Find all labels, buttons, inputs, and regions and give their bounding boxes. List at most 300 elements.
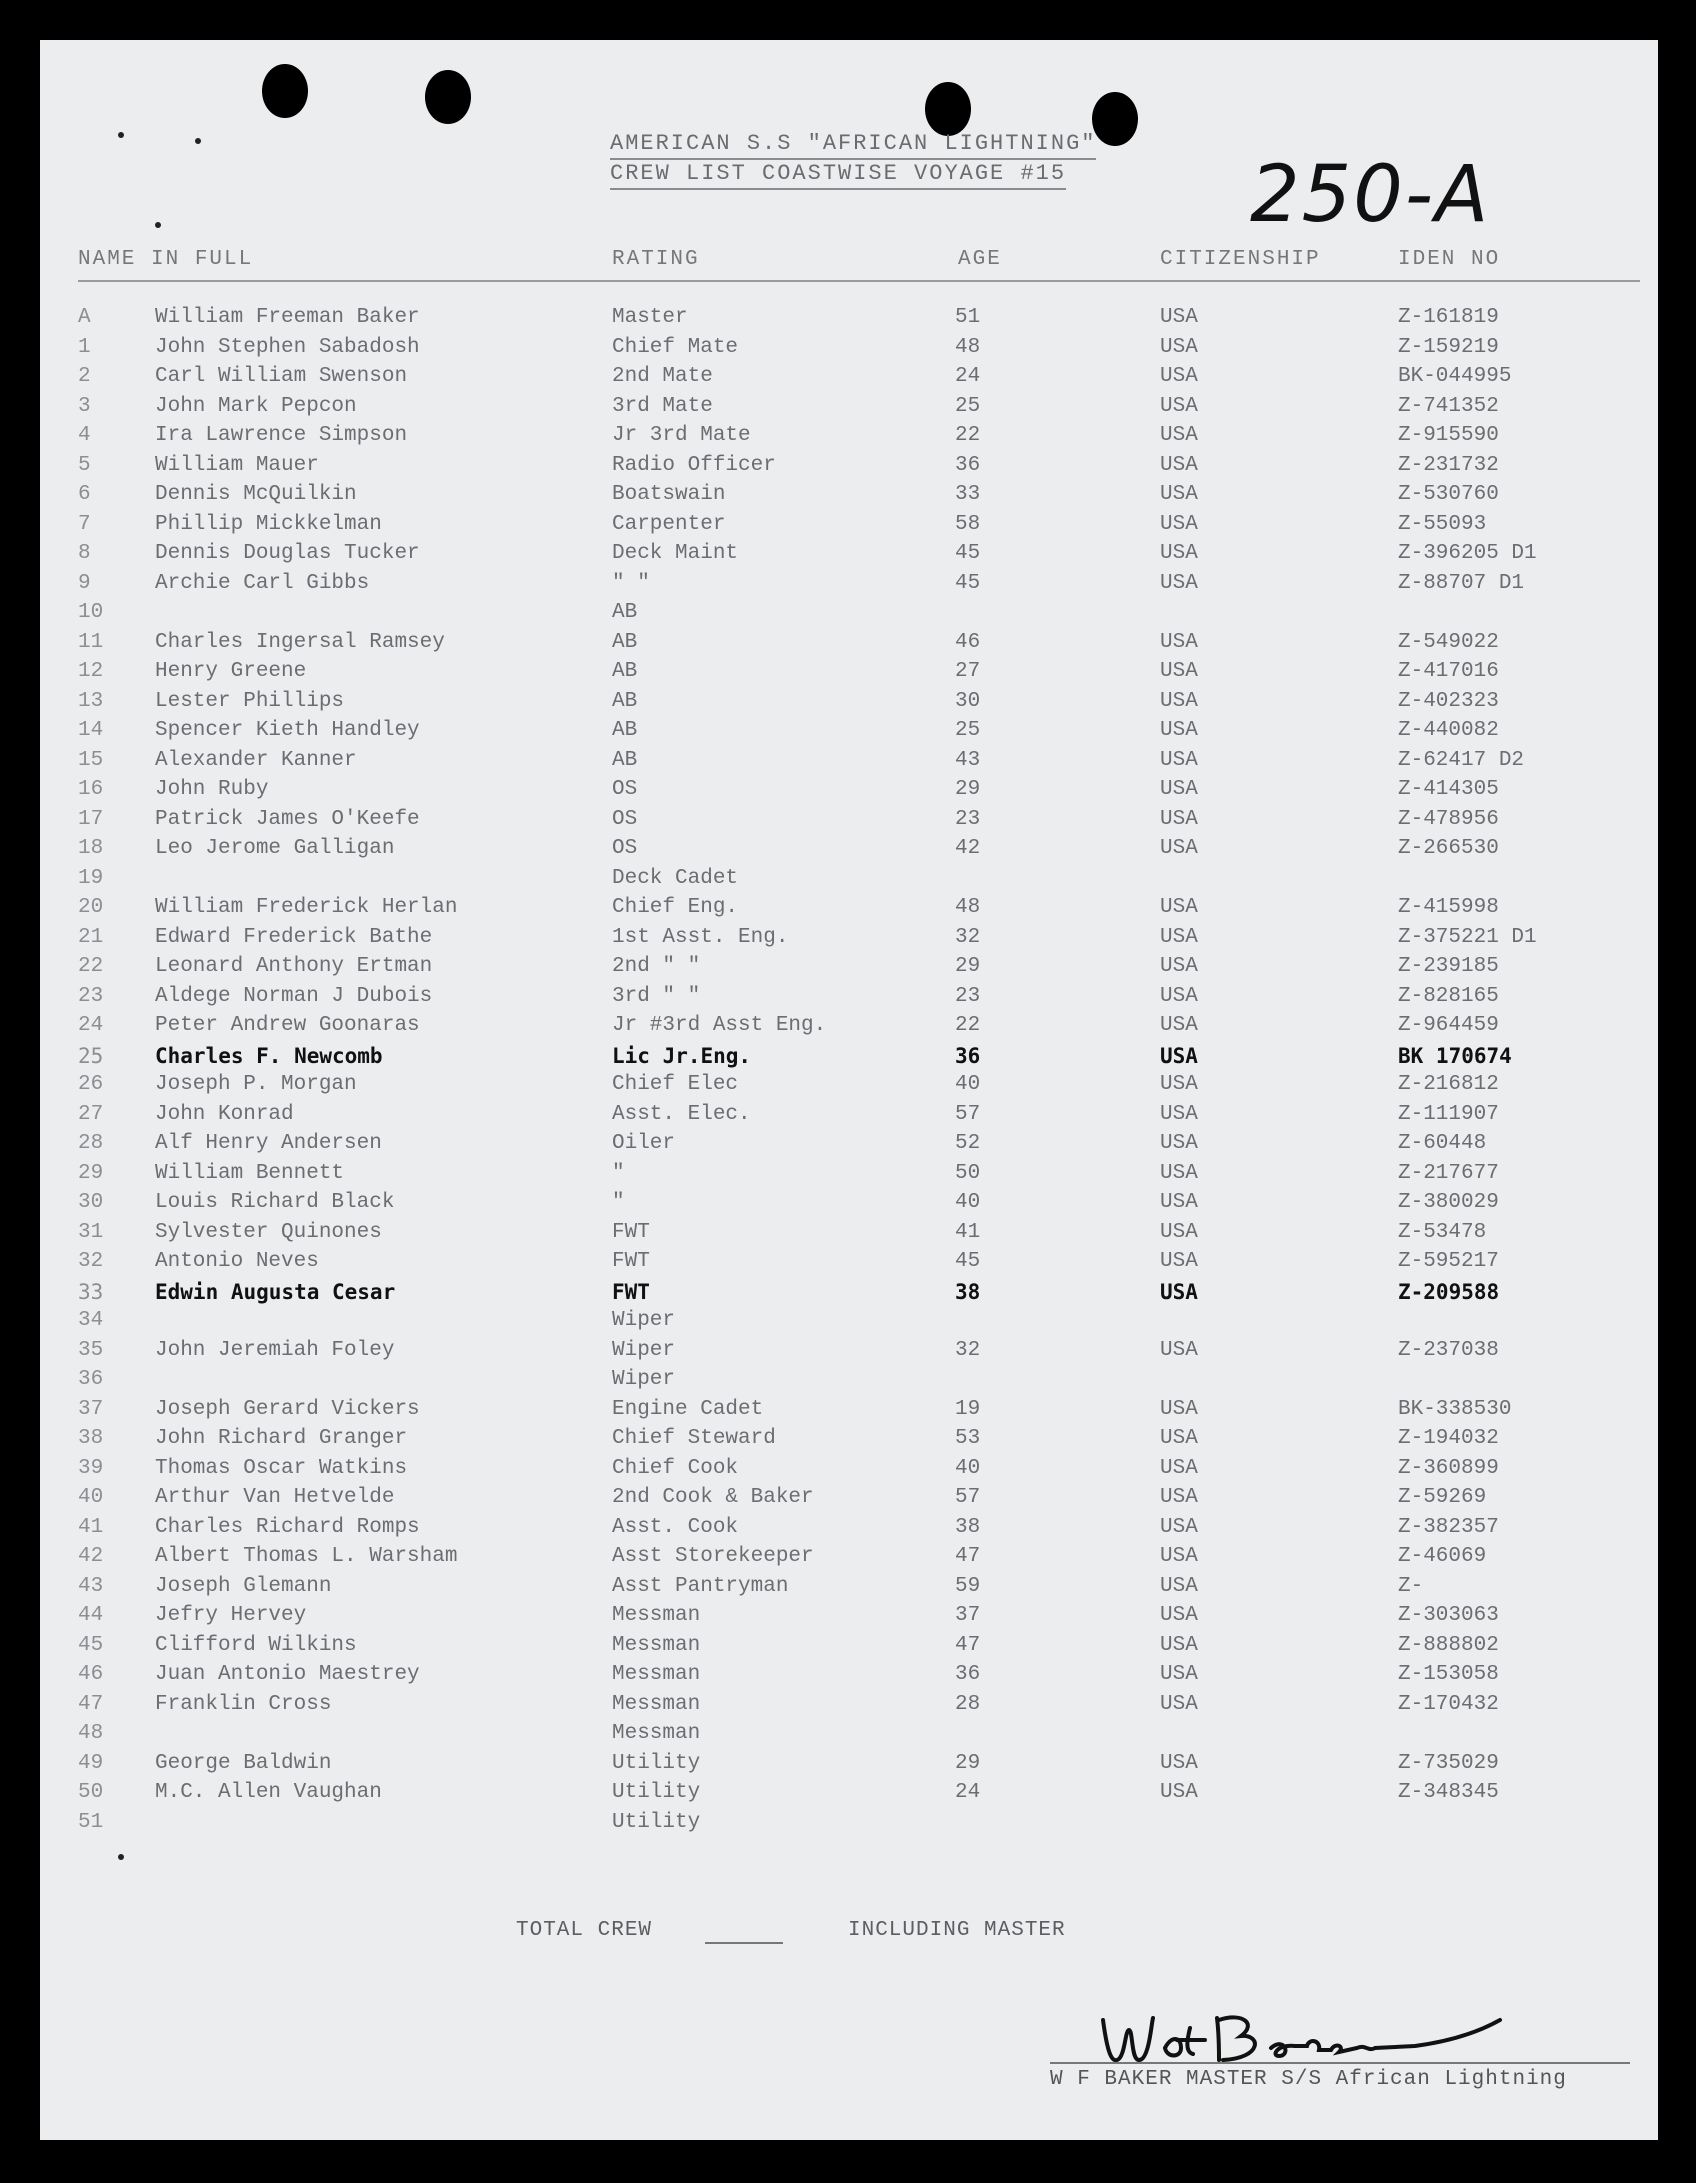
crew-rating: Messman [612,1633,701,1657]
crew-number: 26 [78,1073,104,1096]
crew-iden-no: Z-55093 [1398,512,1487,536]
crew-citizenship: USA [1160,1751,1198,1775]
crew-number: 41 [78,1515,104,1539]
crew-iden-no: BK 170674 [1398,1043,1512,1068]
crew-citizenship: USA [1160,925,1198,949]
crew-rating: Asst. Cook [612,1515,739,1539]
speck [118,1854,124,1860]
crew-citizenship: USA [1160,630,1198,654]
crew-row [40,1752,1658,1782]
crew-number: 36 [78,1368,104,1391]
crew-iden-no: Z-440082 [1398,719,1499,742]
crew-number: 7 [78,512,91,536]
crew-citizenship: USA [1160,837,1198,860]
crew-name: John Richard Granger [155,1427,408,1450]
crew-rating: Utility [612,1751,701,1775]
crew-number: 15 [78,748,104,772]
crew-iden-no: Z-303063 [1398,1604,1499,1627]
crew-rating: " " [612,571,650,595]
crew-rating: 2nd " " [612,955,701,978]
crew-citizenship: USA [1160,748,1198,772]
crew-iden-no: Z-375221 D1 [1398,925,1537,949]
crew-iden-no: Z-159219 [1398,335,1499,359]
crew-number: 22 [78,955,104,978]
crew-row [40,808,1658,838]
crew-age: 27 [955,660,981,683]
crew-rating: Chief Cook [612,1456,739,1480]
crew-age: 22 [955,1014,981,1037]
crew-row [40,867,1658,897]
crew-citizenship: USA [1160,807,1198,831]
crew-iden-no: Z-237038 [1398,1338,1499,1362]
crew-name: Henry Greene [155,660,307,683]
column-header-iden-no: IDEN NO [1398,248,1501,271]
crew-age: 36 [955,1043,981,1068]
crew-iden-no: Z-53478 [1398,1220,1487,1244]
crew-citizenship: USA [1160,1338,1198,1362]
crew-number: 1 [78,335,91,359]
crew-age: 29 [955,955,981,978]
crew-row [40,1398,1658,1428]
crew-citizenship: USA [1160,1604,1198,1627]
crew-citizenship: USA [1160,955,1198,978]
crew-number: 8 [78,542,91,565]
crew-iden-no: Z- [1398,1574,1424,1598]
crew-iden-no: Z-915590 [1398,424,1499,447]
crew-rating: Engine Cadet [612,1397,764,1421]
crew-number: 12 [78,660,104,683]
crew-row [40,1545,1658,1575]
crew-name: Phillip Mickkelman [155,512,382,536]
crew-row [40,1781,1658,1811]
crew-name: William Mauer [155,453,319,477]
crew-number: 2 [78,365,91,388]
crew-iden-no: Z-88707 D1 [1398,571,1525,595]
crew-number: 32 [78,1250,104,1273]
crew-row [40,1486,1658,1516]
crew-age: 40 [955,1073,981,1096]
crew-citizenship: USA [1160,1397,1198,1421]
crew-age: 48 [955,335,981,359]
crew-name: Lester Phillips [155,689,345,713]
crew-rating: Radio Officer [612,453,776,477]
crew-name: Joseph P. Morgan [155,1073,357,1096]
crew-number: 6 [78,483,91,506]
crew-citizenship: USA [1160,896,1198,919]
crew-rating: Wiper [612,1309,676,1332]
crew-name: Joseph Glemann [155,1574,332,1598]
crew-age: 19 [955,1397,981,1421]
crew-age: 50 [955,1161,981,1185]
crew-number: 39 [78,1456,104,1480]
crew-iden-no: Z-348345 [1398,1781,1499,1804]
crew-name: Patrick James O'Keefe [155,807,420,831]
crew-age: 45 [955,542,981,565]
header-rule [78,280,1640,282]
crew-number: 20 [78,896,104,919]
crew-rating: AB [612,630,638,654]
crew-name: Alexander Kanner [155,748,357,772]
crew-row [40,395,1658,425]
crew-rating: Carpenter [612,512,726,536]
crew-citizenship: USA [1160,424,1198,447]
crew-row [40,1427,1658,1457]
crew-row [40,896,1658,926]
crew-row [40,1722,1658,1752]
crew-row [40,1516,1658,1546]
crew-number: 28 [78,1132,104,1155]
crew-row [40,1250,1658,1280]
crew-iden-no: Z-964459 [1398,1014,1499,1037]
crew-rating: Deck Maint [612,542,739,565]
crew-name: Albert Thomas L. Warsham [155,1545,458,1568]
crew-row [40,837,1658,867]
crew-name: Louis Richard Black [155,1191,395,1214]
crew-row [40,483,1658,513]
column-header-rating: RATING [612,248,700,271]
crew-rating: Messman [612,1722,701,1745]
crew-iden-no: Z-360899 [1398,1456,1499,1480]
crew-age: 48 [955,896,981,919]
crew-row [40,1457,1658,1487]
crew-age: 47 [955,1633,981,1657]
crew-rating: Asst Storekeeper [612,1545,814,1568]
crew-name: Edward Frederick Bathe [155,925,433,949]
crew-age: 24 [955,1781,981,1804]
crew-rating: Messman [612,1692,701,1716]
crew-row [40,660,1658,690]
document-number: 250-A [1250,150,1491,240]
crew-age: 58 [955,512,981,536]
crew-citizenship: USA [1160,571,1198,595]
crew-iden-no: Z-266530 [1398,837,1499,860]
crew-iden-no: Z-62417 D2 [1398,748,1525,772]
crew-name: John Mark Pepcon [155,394,357,418]
crew-rating: Messman [612,1604,701,1627]
crew-row [40,955,1658,985]
crew-number: 48 [78,1722,104,1745]
crew-age: 57 [955,1102,981,1126]
crew-age: 29 [955,1751,981,1775]
crew-number: 17 [78,807,104,831]
crew-citizenship: USA [1160,1427,1198,1450]
crew-rating: 1st Asst. Eng. [612,925,789,949]
crew-row [40,1368,1658,1398]
crew-citizenship: USA [1160,719,1198,742]
crew-name: Thomas Oscar Watkins [155,1456,408,1480]
crew-rating: AB [612,660,638,683]
crew-rating: Asst Pantryman [612,1574,789,1598]
crew-age: 38 [955,1515,981,1539]
voyage-title: CREW LIST COASTWISE VOYAGE #15 [610,160,1066,190]
crew-iden-no: Z-828165 [1398,984,1499,1008]
crew-iden-no: Z-396205 D1 [1398,542,1537,565]
crew-row [40,1634,1658,1664]
crew-number: 49 [78,1751,104,1775]
crew-citizenship: USA [1160,1486,1198,1509]
crew-row [40,1162,1658,1192]
crew-name: Spencer Kieth Handley [155,719,420,742]
crew-citizenship: USA [1160,1250,1198,1273]
crew-citizenship: USA [1160,365,1198,388]
crew-name: Carl William Swenson [155,365,408,388]
crew-iden-no: Z-549022 [1398,630,1499,654]
crew-name: Charles Ingersal Ramsey [155,630,445,654]
crew-row [40,1663,1658,1693]
crew-citizenship: USA [1160,1043,1198,1068]
crew-iden-no: Z-417016 [1398,660,1499,683]
crew-row [40,1604,1658,1634]
crew-row [40,1103,1658,1133]
crew-number: 25 [78,1043,104,1068]
crew-number: 13 [78,689,104,713]
crew-age: 32 [955,925,981,949]
crew-row [40,985,1658,1015]
crew-age: 45 [955,571,981,595]
crew-number: 44 [78,1604,104,1627]
crew-iden-no: Z-888802 [1398,1633,1499,1657]
crew-number: 43 [78,1574,104,1598]
crew-citizenship: USA [1160,1545,1198,1568]
crew-number: 38 [78,1427,104,1450]
crew-rating: FWT [612,1250,650,1273]
crew-rating: " [612,1161,625,1185]
crew-name: John Stephen Sabadosh [155,335,420,359]
crew-age: 46 [955,630,981,654]
crew-row [40,690,1658,720]
crew-iden-no: Z-414305 [1398,778,1499,801]
crew-number: 24 [78,1014,104,1037]
crew-iden-no: Z-153058 [1398,1663,1499,1686]
crew-rating: AB [612,719,638,742]
crew-row [40,1073,1658,1103]
crew-name: John Konrad [155,1102,294,1126]
crew-citizenship: USA [1160,1456,1198,1480]
crew-citizenship: USA [1160,1574,1198,1598]
crew-row [40,719,1658,749]
crew-age: 47 [955,1545,981,1568]
crew-citizenship: USA [1160,306,1198,329]
crew-citizenship: USA [1160,483,1198,506]
crew-citizenship: USA [1160,542,1198,565]
crew-citizenship: USA [1160,984,1198,1008]
crew-number: 19 [78,866,104,890]
crew-number: 18 [78,837,104,860]
crew-name: Clifford Wilkins [155,1633,357,1657]
crew-rating: Jr #3rd Asst Eng. [612,1014,827,1037]
crew-number: 42 [78,1545,104,1568]
crew-citizenship: USA [1160,1073,1198,1096]
crew-rating: Deck Cadet [612,866,739,890]
speck [155,222,161,228]
crew-name: Joseph Gerard Vickers [155,1397,420,1421]
column-header-citizenship: CITIZENSHIP [1160,248,1321,271]
crew-row [40,542,1658,572]
crew-row [40,1309,1658,1339]
crew-rating: FWT [612,1220,650,1244]
crew-rating: Utility [612,1781,701,1804]
crew-name: Leonard Anthony Ertman [155,955,433,978]
crew-iden-no: BK-044995 [1398,365,1512,388]
crew-age: 22 [955,424,981,447]
punch-hole [425,70,471,124]
crew-age: 24 [955,365,981,388]
crew-number: 10 [78,601,104,624]
crew-number: 37 [78,1397,104,1421]
crew-row [40,1191,1658,1221]
column-header-name: NAME IN FULL [78,248,254,271]
crew-age: 40 [955,1456,981,1480]
crew-name: Alf Henry Andersen [155,1132,382,1155]
crew-row [40,572,1658,602]
crew-name: William Freeman Baker [155,306,420,329]
crew-name: Antonio Neves [155,1250,319,1273]
crew-name: Aldege Norman J Dubois [155,984,433,1008]
crew-rating: OS [612,778,638,801]
crew-row [40,1693,1658,1723]
crew-iden-no: Z-217677 [1398,1161,1499,1185]
punch-hole [925,82,971,136]
crew-row [40,601,1658,631]
crew-row [40,1280,1658,1310]
crew-citizenship: USA [1160,1014,1198,1037]
crew-row [40,1339,1658,1369]
crew-iden-no: Z-595217 [1398,1250,1499,1273]
crew-age: 57 [955,1486,981,1509]
crew-number: 29 [78,1161,104,1185]
crew-name: Sylvester Quinones [155,1220,382,1244]
speck [118,132,124,138]
ship-title: AMERICAN S.S "AFRICAN LIGHTNING" [610,130,1096,160]
crew-citizenship: USA [1160,512,1198,536]
crew-age: 23 [955,984,981,1008]
document-header [610,130,1230,190]
crew-citizenship: USA [1160,1102,1198,1126]
crew-iden-no: Z-231732 [1398,453,1499,477]
crew-number: 45 [78,1633,104,1657]
crew-rating: FWT [612,1279,650,1304]
crew-citizenship: USA [1160,1663,1198,1686]
crew-age: 40 [955,1191,981,1214]
signature-line [1050,2062,1630,2064]
crew-number: 4 [78,424,91,447]
crew-age: 32 [955,1338,981,1362]
crew-name: John Jeremiah Foley [155,1338,395,1362]
crew-age: 45 [955,1250,981,1273]
crew-iden-no: Z-194032 [1398,1427,1499,1450]
crew-rating: 3rd " " [612,984,701,1008]
crew-row [40,513,1658,543]
speck [195,138,201,144]
crew-citizenship: USA [1160,394,1198,418]
crew-citizenship: USA [1160,1220,1198,1244]
crew-number: 9 [78,571,91,595]
crew-iden-no: Z-216812 [1398,1073,1499,1096]
crew-row [40,1132,1658,1162]
crew-iden-no: Z-741352 [1398,394,1499,418]
crew-iden-no: Z-209588 [1398,1279,1500,1304]
crew-rating: Chief Eng. [612,896,739,919]
crew-citizenship: USA [1160,1781,1198,1804]
crew-number: 40 [78,1486,104,1509]
crew-citizenship: USA [1160,1515,1198,1539]
crew-citizenship: USA [1160,1279,1198,1304]
crew-name: Charles F. Newcomb [155,1043,383,1068]
crew-row [40,778,1658,808]
crew-number: 3 [78,394,91,418]
crew-row [40,1575,1658,1605]
crew-rating: Wiper [612,1368,676,1391]
crew-rating: OS [612,837,638,860]
crew-rating: Boatswain [612,483,726,506]
crew-row [40,1811,1658,1841]
crew-age: 36 [955,1663,981,1686]
crew-list-page [40,40,1658,2140]
crew-age: 52 [955,1132,981,1155]
crew-iden-no: Z-170432 [1398,1692,1499,1716]
master-name-line: W F BAKER MASTER S/S African Lightning [1050,2068,1567,2091]
crew-iden-no: Z-402323 [1398,689,1499,713]
crew-row [40,1014,1658,1044]
crew-iden-no: Z-478956 [1398,807,1499,831]
crew-age: 42 [955,837,981,860]
crew-age: 23 [955,807,981,831]
crew-rating: AB [612,601,638,624]
crew-row [40,424,1658,454]
crew-rating: 3rd Mate [612,394,713,418]
crew-number: 11 [78,630,104,654]
crew-name: John Ruby [155,778,269,801]
crew-iden-no: Z-239185 [1398,955,1499,978]
crew-number: 27 [78,1102,104,1126]
crew-citizenship: USA [1160,453,1198,477]
crew-rating: Oiler [612,1132,676,1155]
crew-rating: Asst. Elec. [612,1102,751,1126]
crew-rating: OS [612,807,638,831]
crew-iden-no: Z-60448 [1398,1132,1487,1155]
crew-name: Archie Carl Gibbs [155,571,370,595]
crew-number: 34 [78,1309,104,1332]
crew-name: Dennis McQuilkin [155,483,357,506]
crew-row [40,749,1658,779]
crew-age: 38 [955,1279,981,1304]
crew-name: Charles Richard Romps [155,1515,420,1539]
crew-name: Peter Andrew Goonaras [155,1014,420,1037]
crew-age: 29 [955,778,981,801]
crew-citizenship: USA [1160,1633,1198,1657]
crew-citizenship: USA [1160,1161,1198,1185]
crew-number: 23 [78,984,104,1008]
crew-age: 37 [955,1604,981,1627]
crew-iden-no: Z-59269 [1398,1486,1487,1509]
crew-rating: Jr 3rd Mate [612,424,751,447]
column-header-age: AGE [958,248,1002,271]
crew-age: 28 [955,1692,981,1716]
crew-row [40,926,1658,956]
crew-number: 33 [78,1279,104,1304]
crew-citizenship: USA [1160,335,1198,359]
crew-rating: Chief Elec [612,1073,739,1096]
punch-hole [262,64,308,118]
crew-citizenship: USA [1160,1132,1198,1155]
crew-rating: Lic Jr.Eng. [612,1043,752,1068]
crew-name: William Frederick Herlan [155,896,458,919]
crew-age: 59 [955,1574,981,1598]
crew-row [40,1044,1658,1074]
crew-age: 43 [955,748,981,772]
crew-age: 51 [955,306,981,329]
crew-number: 50 [78,1781,104,1804]
